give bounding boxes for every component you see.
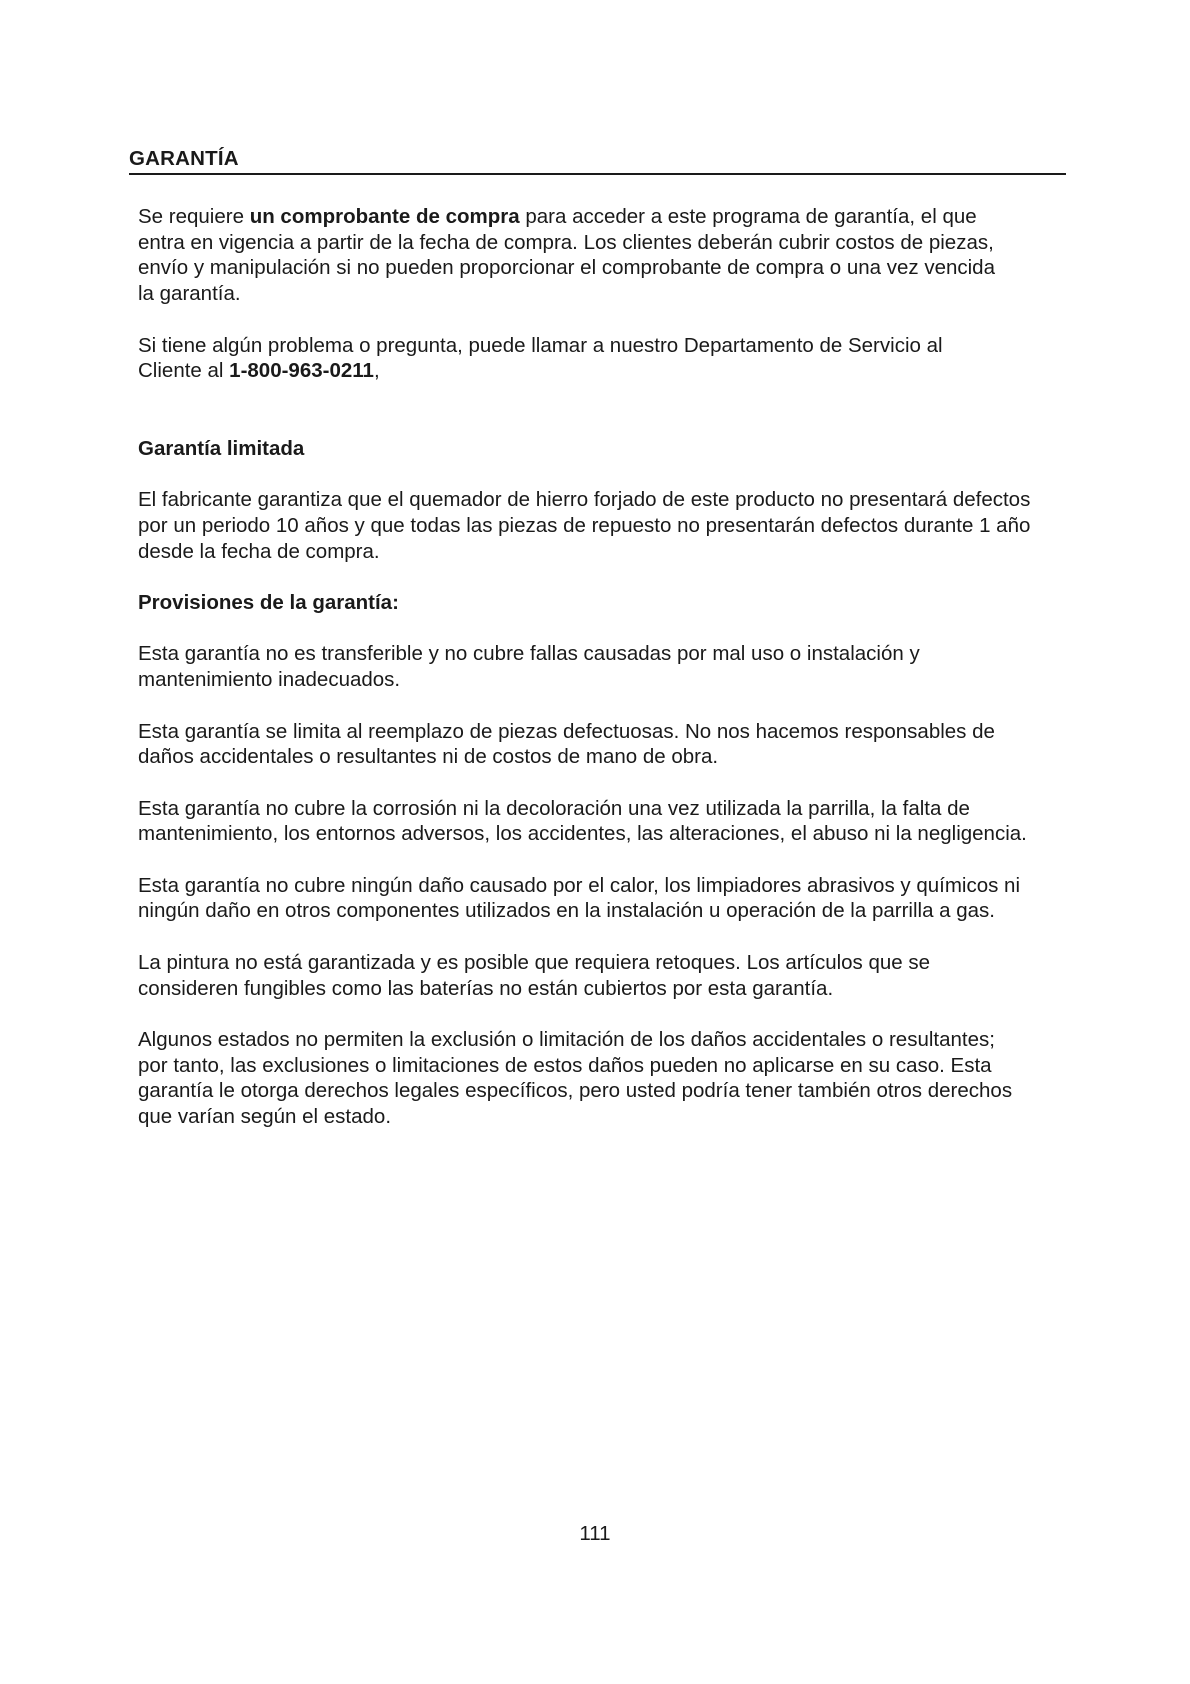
provision-paragraph-4: Esta garantía no cubre ningún daño causado por el calor, los limpiadores abrasivos y químicos ni ningún daño en otros componentes utilizados en la instalación u operación de la parrilla a gas.	[138, 873, 1021, 923]
intro-text-start: Se requiere	[138, 205, 250, 228]
contact-text: Si tiene algún problema o pregunta, puede llamar a nuestro Departamento de Servicio al Cliente al	[138, 333, 943, 383]
intro-text-end: para acceder a este programa de garantía, el que entra en vigencia a partir de la fecha de compra. Los clientes deberán cubrir costos de piezas, envío y manipulación si no pueden proporcionar el comprobante de compra o una vez vencida la garantía.	[138, 205, 995, 306]
proof-of-purchase-emphasis: un comprobante de compra	[249, 205, 520, 228]
page-number: 111	[579, 1522, 611, 1545]
provisions-heading: Provisiones de la garantía:	[138, 591, 399, 615]
provision-paragraph-1: Esta garantía no es transferible y no cubre fallas causadas por mal uso o instalación y mantenimiento inadecuados.	[138, 642, 920, 692]
limited-warranty-text: El fabricante garantiza que el quemador de hierro forjado de este producto no presentará defectos por un periodo 10 años y que todas las piezas de repuesto no presentarán defectos durante 1 año desde la fecha de compra.	[138, 488, 1031, 563]
contact-paragraph	[138, 333, 1078, 384]
provision-paragraph-3: Esta garantía no cubre la corrosión ni la decoloración una vez utilizada la parrilla, la falta de mantenimiento, los entornos adversos, los accidentes, las alteraciones, el abuso ni la negligencia.	[138, 796, 1027, 846]
provision-paragraph-2: Esta garantía se limita al reemplazo de piezas defectuosas. No nos hacemos responsables de daños accidentales o resultantes ni de costos de mano de obra.	[138, 719, 995, 769]
warranty-body	[138, 204, 1078, 1155]
contact-text-end: ,	[373, 359, 380, 383]
provision-paragraph-6: Algunos estados no permiten la exclusión o limitación de los daños accidentales o resultantes; por tanto, las exclusiones o limitaciones de estos daños pueden no aplicarse en su caso. Esta garantía le otorga derechos legales específicos, pero usted podría tener también otros derechos que varían según el estado.	[138, 1027, 1013, 1129]
intro-paragraph	[138, 204, 1078, 307]
page-title: GARANTÍA	[129, 145, 1066, 175]
customer-service-phone: 1-800-963-0211	[229, 359, 374, 383]
provision-paragraph-5: La pintura no está garantizada y es posible que requiera retoques. Los artículos que se consideren fungibles como las baterías no están cubiertos por esta garantía.	[138, 950, 931, 1000]
limited-warranty-heading: Garantía limitada	[138, 436, 305, 460]
